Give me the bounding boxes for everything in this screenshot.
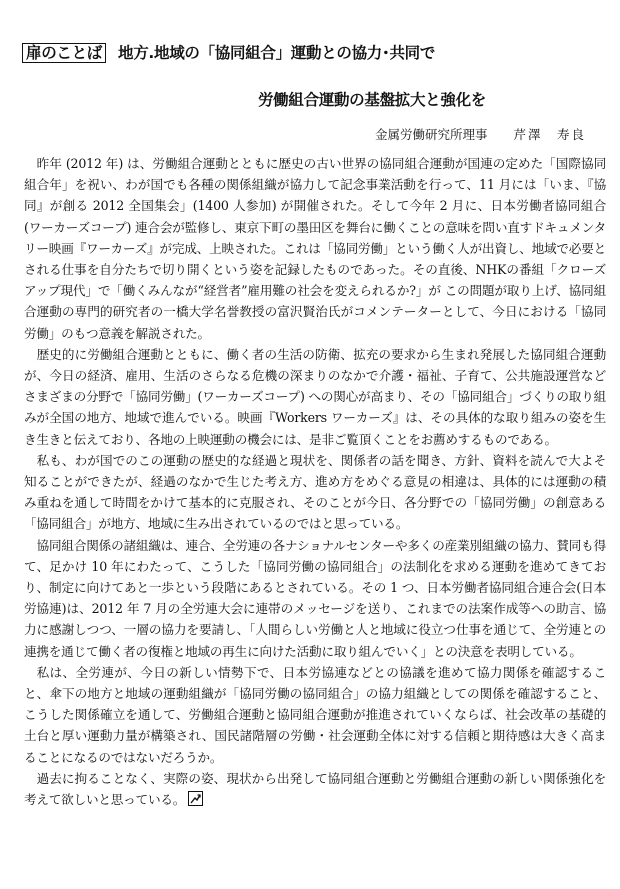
paragraph: 私は、全労連が、今日の新しい情勢下で、日本労協連などとの協議を進めて協力関係を確認すること、傘下の地方と地域の運動組織が「協同労働の協同組合」の協力組織としての関係を確認すること、こうした関係確立を通して、労働組合運動と協同組合運動が推進されていくならば、社会改革の基礎的土台と厚い運動力量が構築され、国民諸階層の労働・社会運動全体に対する信頼と期待感は大きく高まることになるのではないだろうか。 — [24, 664, 606, 765]
paragraph-text: 過去に拘ることなく、実際の姿、現状から出発して協同組合運動と労働組合運動の新しい関係強化を考えて欲しいと思っている。 — [24, 770, 606, 808]
column-label: 扉のことば — [22, 43, 106, 63]
paragraph: 私も、わが国でのこの運動の歴史的な経過と現状を、関係者の話を聞き、方針、資料を読んで大よそ知ることができたが、経過のなかで生じた考え方、進め方をめぐる意見の相違は、具体的には運動の積み重ねを通して時間をかけて基本的に克服され、そのことが今日、各分野での「協同労働」の創意ある「協同組合」が地方、地域に生み出されているのではと思っている。 — [24, 452, 606, 532]
article-body — [24, 153, 606, 810]
author-name: 芹澤 寿良 — [513, 127, 586, 142]
paragraph-last — [24, 768, 606, 810]
paragraph: 昨年 (2012 年) は、労働組合運動とともに歴史の古い世界の協同組合運動が国連の定めた「国際協同組合年」を祝い、わが国でも各種の関係組織が協力して記念事業活動を行って、11 月には「いま、『協同』が創る 2012 全国集会」(1400 人参加) が開催された。そして今年 2 月に、日本労働者協同組合 (ワーカーズコープ) 連合会が監修し、東京下町の墨田区を舞台に働くことの意味を問い直すドキュメンタリー映画『ワーカーズ』が完成、上映された。これは「協同労働」という働く人が出資し、地域で必要とされる仕事を自分たちで切り開くという姿を記録したものであった。その直後、NHKの番組「クローズアップ現代」で「働くみんなが“経営者”雇用難の社会を変えられるか?」が この問題が取り上げ、協同組合運動の専門的研究者の一橋大学名誉教授の富沢賢治氏がコメンテーターとして、今日における「協同労働」のもつ意義を解説された。 — [24, 156, 606, 341]
author-affiliation: 金属労働研究所理事 — [374, 127, 488, 142]
title-row — [22, 43, 600, 63]
article-subtitle: 労働組合運動の基盤拡大と強化を — [257, 91, 486, 109]
author-line — [375, 125, 586, 143]
article-title: 地方.地域の「協同組合」運動との協力･共同で — [118, 44, 436, 62]
paragraph: 協同組合関係の諸組織は、連合、全労連の各ナショナルセンターや多くの産業別組織の協力、賛同も得て、足かけ 10 年にわたって、こうした「協同労働の協同組合」の法制化を求める運動を進めてきており、制定に向けてあと一歩という段階にあるとされている。その 1 つ、日本労働者協同組合連合会(日本労協連)は、2012 年 7 月の全労連大会に連帯のメッセージを送り、これまでの法案作成等への助言、協力に感謝しつつ、一層の協力を要請し、「人間らしい労働と人と地域に役立つ仕事を通じて、全労連との連携を通じて働く者の復権と地域の再生に向けた活動に取り組んでいく」との決意を表明している。 — [24, 537, 606, 659]
end-mark-icon — [188, 791, 203, 806]
paragraph: 歴史的に労働組合運動とともに、働く者の生活の防衛、拡充の要求から生まれ発展した協同組合運動が、今日の経済、雇用、生活のさらなる危機の深まりのなかで介護・福祉、子育て、公共施設運営などさまざまの分野で「協同労働」(ワーカーズコープ) への関心が高まり、その「協同組合」づくりの取り組みが全国の地方、地域で進んでいる。映画『Workers ワーカーズ』は、その具体的な取り組みの姿を生き生きと伝えており、各地の上映運動の機会には、是非ご覧頂くことをお薦めするものである。 — [24, 346, 606, 447]
